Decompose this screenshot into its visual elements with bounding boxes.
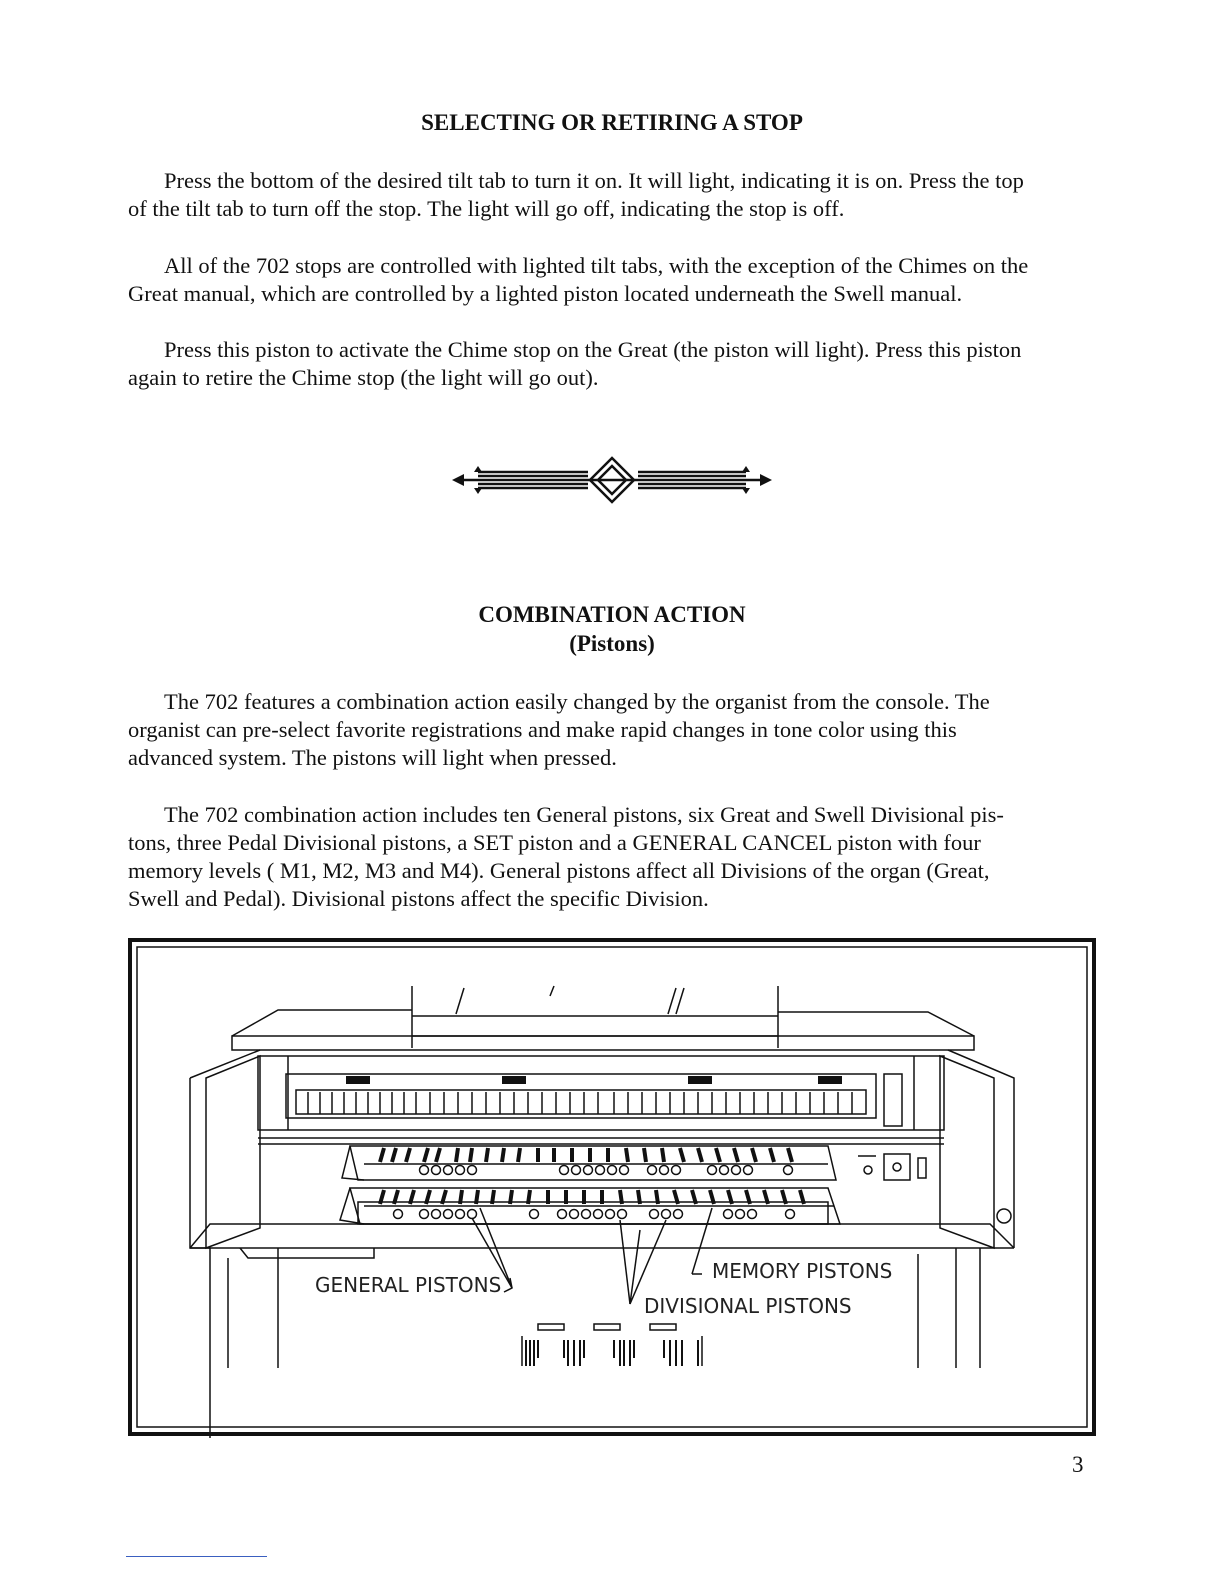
paragraph-selecting	[128, 167, 1088, 223]
text-line: memory levels ( M1, M2, M3 and M4). General pistons affect all Divisions of the organ (Great,	[128, 858, 990, 883]
paragraph-combination-details	[128, 801, 1088, 913]
text-line: The 702 features a combination action easily changed by the organist from the console. The	[164, 689, 990, 714]
paragraph-chimes	[128, 252, 1088, 308]
label-general-pistons: GENERAL PISTONS	[315, 1273, 502, 1297]
label-memory-pistons: MEMORY PISTONS	[712, 1259, 893, 1283]
page-number: 3	[1072, 1452, 1084, 1477]
section-subtitle-pistons: (Pistons)	[569, 631, 655, 656]
label-divisional-pistons: DIVISIONAL PISTONS	[644, 1294, 852, 1318]
text-line: advanced system. The pistons will light when pressed.	[128, 745, 617, 770]
text-line: The 702 combination action includes ten General pistons, six Great and Swell Divisional pis-	[164, 802, 1004, 827]
text-line: Swell and Pedal). Divisional pistons affect the specific Division.	[128, 886, 709, 911]
text-line: Press this piston to activate the Chime stop on the Great (the piston will light). Press this piston	[164, 337, 1022, 362]
section-title-selecting-stop: SELECTING OR RETIRING A STOP	[421, 110, 803, 135]
paragraph-chime-piston	[128, 336, 1088, 392]
text-line: again to retire the Chime stop (the light will go out).	[128, 365, 599, 390]
text-line: All of the 702 stops are controlled with lighted tilt tabs, with the exception of the Chimes on the	[164, 253, 1029, 278]
console-diagram	[128, 938, 1096, 1438]
section-title-combination: COMBINATION ACTION	[478, 602, 746, 627]
text-line: Press the bottom of the desired tilt tab to turn it on. It will light, indicating it is on. Press the top	[164, 168, 1024, 193]
text-line: Great manual, which are controlled by a lighted piston located underneath the Swell manual.	[128, 281, 963, 306]
ornament-divider	[448, 456, 776, 504]
text-line: of the tilt tab to turn off the stop. The light will go off, indicating the stop is off.	[128, 196, 845, 221]
footnote-rule	[126, 1556, 267, 1557]
paragraph-combination-intro	[128, 688, 1088, 772]
text-line: organist can pre-select favorite registrations and make rapid changes in tone color using this	[128, 717, 957, 742]
text-line: tons, three Pedal Divisional pistons, a SET piston and a GENERAL CANCEL piston with four	[128, 830, 981, 855]
